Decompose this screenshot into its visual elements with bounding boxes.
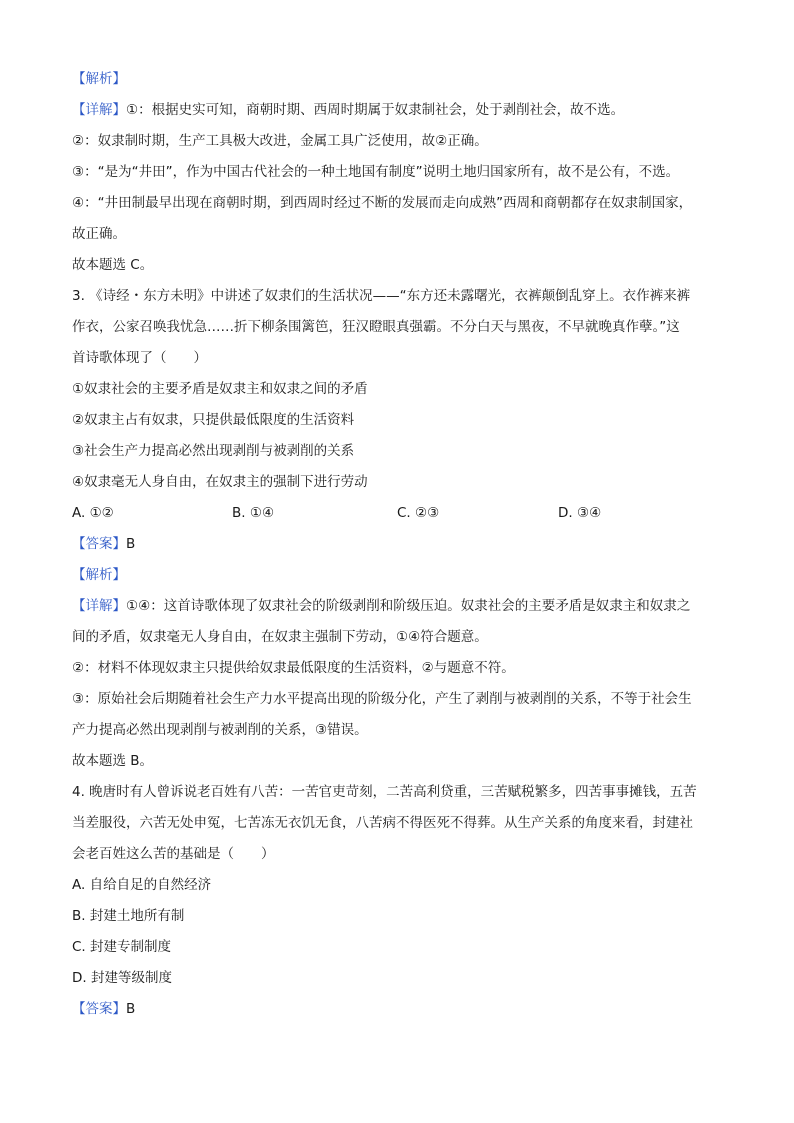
- q3-detail-line-4: ③：原始社会后期随着社会生产力水平提高出现的阶级分化，产生了剥削与被剥削的关系，不等于社会生: [72, 691, 692, 707]
- q4-stem-line-2: 当差服役，六苦无处申冤，七苦冻无衣饥无食，八苦病不得医死不得葬。从生产关系的角度来看，封建社: [72, 815, 693, 831]
- q3-detail-line-1: [72, 591, 722, 622]
- q3-options: [72, 498, 722, 529]
- detail-line-3: ③：“是为“井田”，作为中国古代社会的一种土地国有制度”说明土地归国家所有，故不是公有，不选。: [72, 164, 680, 180]
- detail-line-1: [72, 95, 722, 126]
- detail-tag: 【详解】: [72, 598, 126, 614]
- q3-item-4: ④奴隶毫无人身自由，在奴隶主的强制下进行劳动: [72, 474, 368, 490]
- q3-stem-line-3: 首诗歌体现了（ ）: [72, 350, 207, 366]
- answer-tag: 【答案】: [72, 536, 126, 552]
- q3-option-a: A. ①②: [72, 505, 114, 521]
- q3-stem-line-1: 3. 《诗经・东方未明》中讲述了奴隶们的生活状况——“东方还未露曙光，衣裤颠倒乱穿上。衣作裤来裤: [72, 288, 691, 304]
- detail-line-4: ④：“井田制最早出现在商朝时期，到西周时经过不断的发展而走向成熟”西周和商朝都存在奴隶制国家，: [72, 195, 693, 211]
- q3-analysis-heading: [72, 560, 722, 591]
- detail-tag: 【详解】: [72, 102, 126, 118]
- conclusion-line: 故本题选 C。: [72, 257, 154, 273]
- q3-detail-line-2: 间的矛盾，奴隶毫无人身自由，在奴隶主强制下劳动，①④符合题意。: [72, 629, 488, 645]
- analysis-heading: [72, 64, 722, 95]
- q3-detail-line-5: 产力提高必然出现剥削与被剥削的关系，③错误。: [72, 722, 368, 738]
- answer-value: B: [126, 536, 136, 552]
- q3-conclusion-line: 故本题选 B。: [72, 753, 154, 769]
- q4-answer-line: [72, 994, 722, 1025]
- detail-line-2: ②：奴隶制时期，生产工具极大改进，金属工具广泛使用，故②正确。: [72, 133, 488, 149]
- q3-option-d: D. ③④: [558, 505, 602, 521]
- q4-option-d: D. 封建等级制度: [72, 970, 172, 986]
- q4-option-a: A. 自给自足的自然经济: [72, 877, 212, 893]
- q3-option-b: B. ①④: [232, 505, 275, 521]
- q3-item-2: ②奴隶主占有奴隶，只提供最低限度的生活资料: [72, 412, 355, 428]
- q3-stem-line-2: 作衣，公家召唤我忧急……折下柳条围篱笆，狂汉瞪眼真强霸。不分白天与黑夜，不早就晚真作孽。”这: [72, 319, 680, 335]
- q4-stem-line-1: 4. 晚唐时有人曾诉说老百姓有八苦：一苦官吏苛刻，二苦高利贷重，三苦赋税繁多，四苦事事摊钱，五苦: [72, 784, 697, 800]
- q3-answer-line: [72, 529, 722, 560]
- detail-line-5: 故正确。: [72, 226, 126, 242]
- q4-option-c: C. 封建专制制度: [72, 939, 172, 955]
- detail-text: ①：根据史实可知，商朝时期、西周时期属于奴隶制社会，处于剥削社会，故不选。: [126, 102, 625, 118]
- q3-item-1: ①奴隶社会的主要矛盾是奴隶主和奴隶之间的矛盾: [72, 381, 368, 397]
- detail-text: ①④：这首诗歌体现了奴隶社会的阶级剥削和阶级压迫。奴隶社会的主要矛盾是奴隶主和奴隶之: [126, 598, 691, 614]
- q3-option-c: C. ②③: [397, 505, 440, 521]
- q4-stem-line-3: 会老百姓这么苦的基础是（ ）: [72, 846, 275, 862]
- analysis-tag: 【解析】: [72, 567, 126, 583]
- q3-item-3: ③社会生产力提高必然出现剥削与被剥削的关系: [72, 443, 355, 459]
- page-content: [72, 64, 722, 1025]
- answer-tag: 【答案】: [72, 1001, 126, 1017]
- q3-detail-line-3: ②：材料不体现奴隶主只提供给奴隶最低限度的生活资料，②与题意不符。: [72, 660, 515, 676]
- answer-value: B: [126, 1001, 136, 1017]
- analysis-tag: 【解析】: [72, 71, 126, 87]
- q4-option-b: B. 封建土地所有制: [72, 908, 185, 924]
